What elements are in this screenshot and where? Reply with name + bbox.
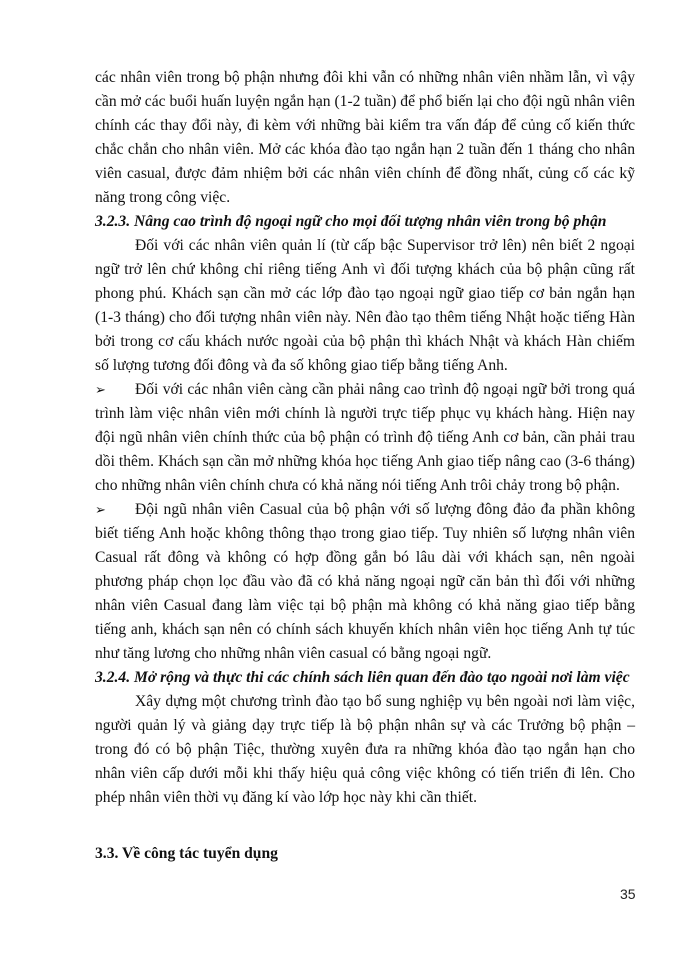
arrow-bullet-icon: ➢: [95, 382, 106, 397]
paragraph-managers: Đối với các nhân viên quản lí (từ cấp bậc Supervisor trở lên) nên biết 2 ngoại ngữ trở lên chứ không chỉ riêng tiếng Anh vì đối tượng khách của bộ phận cũng rất phong phú. Khách sạn cần mở các lớp đào tạo ngoại ngữ giao tiếp cơ bản ngắn hạn (1-3 tháng) cho đối tượng nhân viên này. Nên đào tạo thêm tiếng Nhật hoặc tiếng Hàn bởi trong cơ cấu khách nước ngoài của bộ phận thì khách Nhật và khách Hàn chiếm số lượng tương đối đông và đa số không giao tiếp bằng tiếng Anh.: [95, 237, 635, 374]
heading-3-2-3: 3.2.3. Nâng cao trình độ ngoại ngữ cho mọi đối tượng nhân viên trong bộ phận: [95, 213, 607, 230]
bullet-item-2: [95, 498, 635, 666]
bullet-text-2: Đội ngũ nhân viên Casual của bộ phận với số lượng đông đảo đa phần không biết tiếng Anh hoặc không thông thạo trong giao tiếp. Tuy nhiên số lượng nhân viên Casual rất đông và không có hợp đồng gắn bó lâu dài với khách sạn, nên ngoài phương pháp chọn lọc đầu vào đã có khả năng ngoại ngữ căn bản thì đối với những nhân viên Casual đang làm việc tại bộ phận mà không có khả năng giao tiếp bằng tiếng anh, khách sạn nên có chính sách khuyến khích nhân viên học tiếng Anh tự túc như tăng lương cho những nhân viên casual có bằng ngoại ngữ.: [95, 501, 635, 662]
heading-3-3: 3.3. Về công tác tuyển dụng: [95, 845, 278, 862]
heading-3-2-4: 3.2.4. Mở rộng và thực thi các chính sách liên quan đến đào tạo ngoài nơi làm việc: [95, 669, 630, 686]
paragraph-external-training: Xây dựng một chương trình đào tạo bổ sung nghiệp vụ bên ngoài nơi làm việc, người quản lý và giảng dạy trực tiếp là bộ phận nhân sự và các Trưởng bộ phận – trong đó có bộ phận Tiệc, thường xuyên đưa ra những khóa đào tạo ngắn hạn cho nhân viên cấp dưới mỗi khi thấy hiệu quả công việc không có tiến triển đi lên. Cho phép nhân viên thời vụ đăng kí vào lớp học này khi cần thiết.: [95, 693, 635, 806]
bullet-text-1: Đối với các nhân viên càng cần phải nâng cao trình độ ngoại ngữ bởi trong quá trình làm việc nhân viên mới chính là người trực tiếp phục vụ khách hàng. Hiện nay đội ngũ nhân viên chính thức của bộ phận có trình độ tiếng Anh cơ bản, cần phải trau dồi thêm. Khách sạn cần mở những khóa học tiếng Anh giao tiếp nâng cao (3-6 tháng) cho những nhân viên chính chưa có khả năng nói tiếng Anh trôi chảy trong bộ phận.: [95, 381, 635, 494]
document-page: [95, 66, 635, 866]
paragraph-intro: các nhân viên trong bộ phận nhưng đôi khi vẫn có những nhân viên nhầm lẫn, vì vậy cần mở các buổi huấn luyện ngắn hạn (1-2 tuần) để phổ biến lại cho đội ngũ nhân viên chính các thay đổi này, đi kèm với những bài kiểm tra vấn đáp để củng cố kiến thức chắc chắn cho nhân viên. Mở các khóa đào tạo ngắn hạn 2 tuần đến 1 tháng cho nhân viên casual, được đảm nhiệm bởi các nhân viên chính để đồng nhất, củng cố các kỹ năng trong công việc.: [95, 69, 636, 206]
page-number: 35: [620, 886, 636, 902]
bullet-item-1: [95, 378, 635, 498]
arrow-bullet-icon: ➢: [95, 502, 106, 517]
